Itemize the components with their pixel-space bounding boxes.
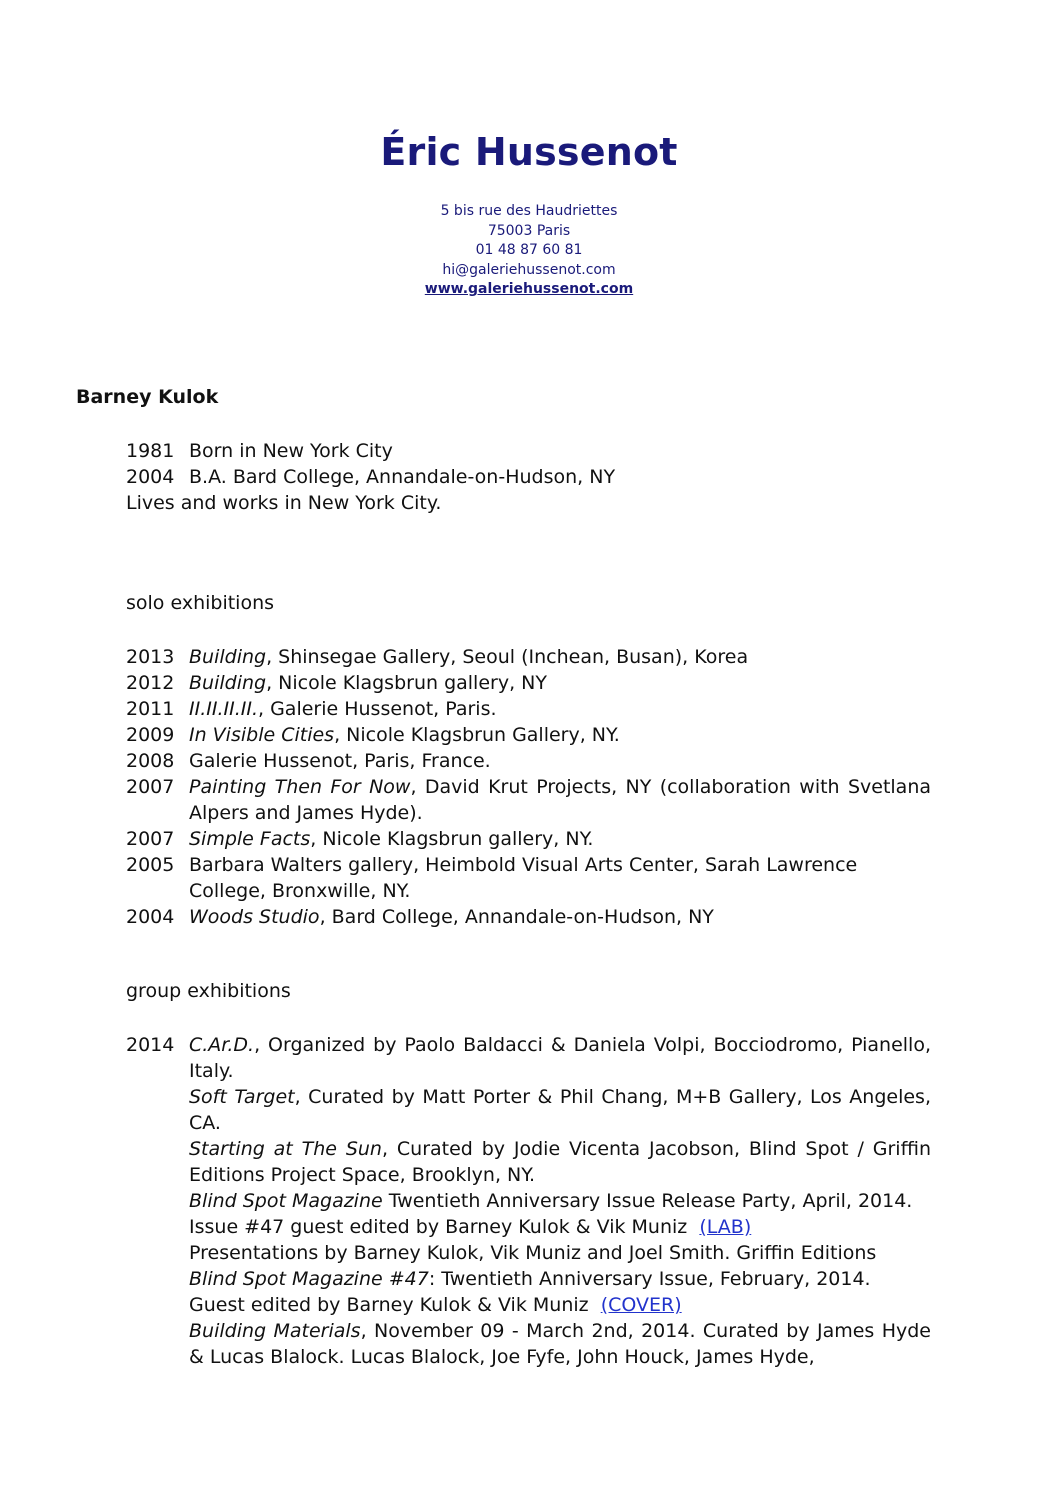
bio-year: 2004 — [126, 466, 175, 488]
bio-year: 1981 — [126, 440, 175, 462]
group-entry — [189, 1032, 931, 1084]
solo-exhibitions-heading: solo exhibitions — [126, 592, 275, 614]
exhibition-year: 2005 — [126, 854, 175, 876]
exhibition-entry — [126, 1032, 931, 1370]
exhibition-details: , Nicole Klagsbrun gallery, NY — [266, 672, 547, 694]
bio-row — [126, 438, 615, 464]
exhibition-details: Twentieth Anniversary Issue Release Party, April, 2014. Issue #47 guest edited by Barney Kulok & Vik Muniz — [189, 1190, 913, 1238]
exhibition-year: 2009 — [126, 724, 175, 746]
exhibition-details: , Organized by Paolo Baldacci & Daniela Volpi, Bocciodromo, Pianello, Italy. — [189, 1034, 931, 1082]
website-link[interactable]: www.galeriehussenot.com — [424, 281, 634, 297]
exhibition-title: Simple Facts — [189, 828, 311, 850]
address-line-1: 5 bis rue des Haudriettes — [440, 203, 618, 219]
exhibition-year: 2004 — [126, 906, 175, 928]
exhibition-details: , Nicole Klagsbrun Gallery, NY. — [334, 724, 620, 746]
group-entry — [189, 1266, 931, 1318]
exhibition-year: 2014 — [126, 1034, 175, 1056]
group-exhibitions-list — [126, 1032, 931, 1370]
group-entry — [189, 1084, 931, 1136]
exhibition-year: 2011 — [126, 698, 175, 720]
exhibition-title: Starting at The Sun — [189, 1138, 382, 1160]
lives-works: Lives and works in New York City. — [126, 492, 442, 514]
exhibition-details: , Shinsegae Gallery, Seoul (Inchean, Busan), Korea — [266, 646, 749, 668]
exhibition-entry — [126, 670, 931, 696]
exhibition-title: II.II.II.II. — [189, 698, 258, 720]
exhibition-title: Blind Spot Magazine #47 — [189, 1268, 429, 1290]
exhibition-year: 2012 — [126, 672, 175, 694]
exhibition-year: 2008 — [126, 750, 175, 772]
exhibition-title: Building Materials — [189, 1320, 361, 1342]
exhibition-details: , Curated by Matt Porter & Phil Chang, M+B Gallery, Los Angeles, CA. — [189, 1086, 931, 1134]
exhibition-entry — [126, 644, 931, 670]
group-entry — [189, 1318, 931, 1370]
bio-text: Born in New York City — [189, 440, 393, 462]
exhibition-details: Barbara Walters gallery, Heimbold Visual Arts Center, Sarah Lawrence College, Bronxwille, NY. — [189, 854, 858, 902]
artist-bio — [126, 438, 615, 516]
exhibition-title: In Visible Cities — [189, 724, 335, 746]
cover-link[interactable]: (COVER) — [600, 1294, 682, 1316]
exhibition-title: C.Ar.D. — [189, 1034, 255, 1056]
exhibition-title: Painting Then For Now — [189, 776, 411, 798]
exhibition-title: Blind Spot Magazine — [189, 1190, 383, 1212]
solo-exhibitions-list — [126, 644, 931, 930]
exhibition-title: Woods Studio — [189, 906, 320, 928]
lab-link[interactable]: (LAB) — [699, 1216, 752, 1238]
artist-name: Barney Kulok — [76, 386, 219, 408]
exhibition-title: Building — [189, 672, 267, 694]
phone-number: 01 48 87 60 81 — [475, 242, 583, 258]
exhibition-entry — [126, 748, 931, 774]
exhibition-year: 2007 — [126, 776, 175, 798]
exhibition-details: , Curated by Jodie Vicenta Jacobson, Blind Spot / Griffin Editions Project Space, Brooklyn, NY. — [189, 1138, 931, 1186]
bio-row — [126, 464, 615, 490]
exhibition-details: : Twentieth Anniversary Issue, February, 2014. Guest edited by Barney Kulok & Vik Muniz — [189, 1268, 871, 1316]
exhibition-entry — [126, 774, 931, 826]
exhibition-details: , November 09 - March 2nd, 2014. Curated by James Hyde & Lucas Blalock. Lucas Blalock, Joe Fyfe, John Houck, James Hyde, — [189, 1320, 931, 1368]
exhibition-year: 2013 — [126, 646, 175, 668]
email-address: hi@galeriehussenot.com — [442, 261, 616, 278]
letterhead — [0, 128, 1058, 300]
group-exhibitions-heading: group exhibitions — [126, 980, 291, 1002]
exhibition-entry — [126, 904, 931, 930]
group-entry — [189, 1136, 931, 1188]
gallery-name: Éric Hussenot — [380, 130, 678, 174]
exhibition-details: , Nicole Klagsbrun gallery, NY. — [310, 828, 594, 850]
exhibition-title: Soft Target — [189, 1086, 295, 1108]
bio-text: B.A. Bard College, Annandale-on-Hudson, NY — [189, 466, 616, 488]
exhibition-entry — [126, 852, 931, 904]
exhibition-details: , Bard College, Annandale-on-Hudson, NY — [319, 906, 714, 928]
exhibition-details: , Galerie Hussenot, Paris. — [258, 698, 497, 720]
exhibition-entry — [126, 696, 931, 722]
exhibition-title: Building — [189, 646, 267, 668]
exhibition-details: Galerie Hussenot, Paris, France. — [189, 750, 491, 772]
exhibition-entry — [126, 722, 931, 748]
exhibition-entry — [126, 826, 931, 852]
group-entry — [189, 1188, 931, 1240]
exhibition-details: , David Krut Projects, NY (collaboration with Svetlana Alpers and James Hyde). — [189, 776, 932, 824]
contact-block — [0, 202, 1058, 300]
exhibition-year: 2007 — [126, 828, 175, 850]
group-entry: Presentations by Barney Kulok, Vik Muniz and Joel Smith. Griffin Editions — [189, 1242, 877, 1264]
address-line-2: 75003 Paris — [487, 222, 571, 239]
